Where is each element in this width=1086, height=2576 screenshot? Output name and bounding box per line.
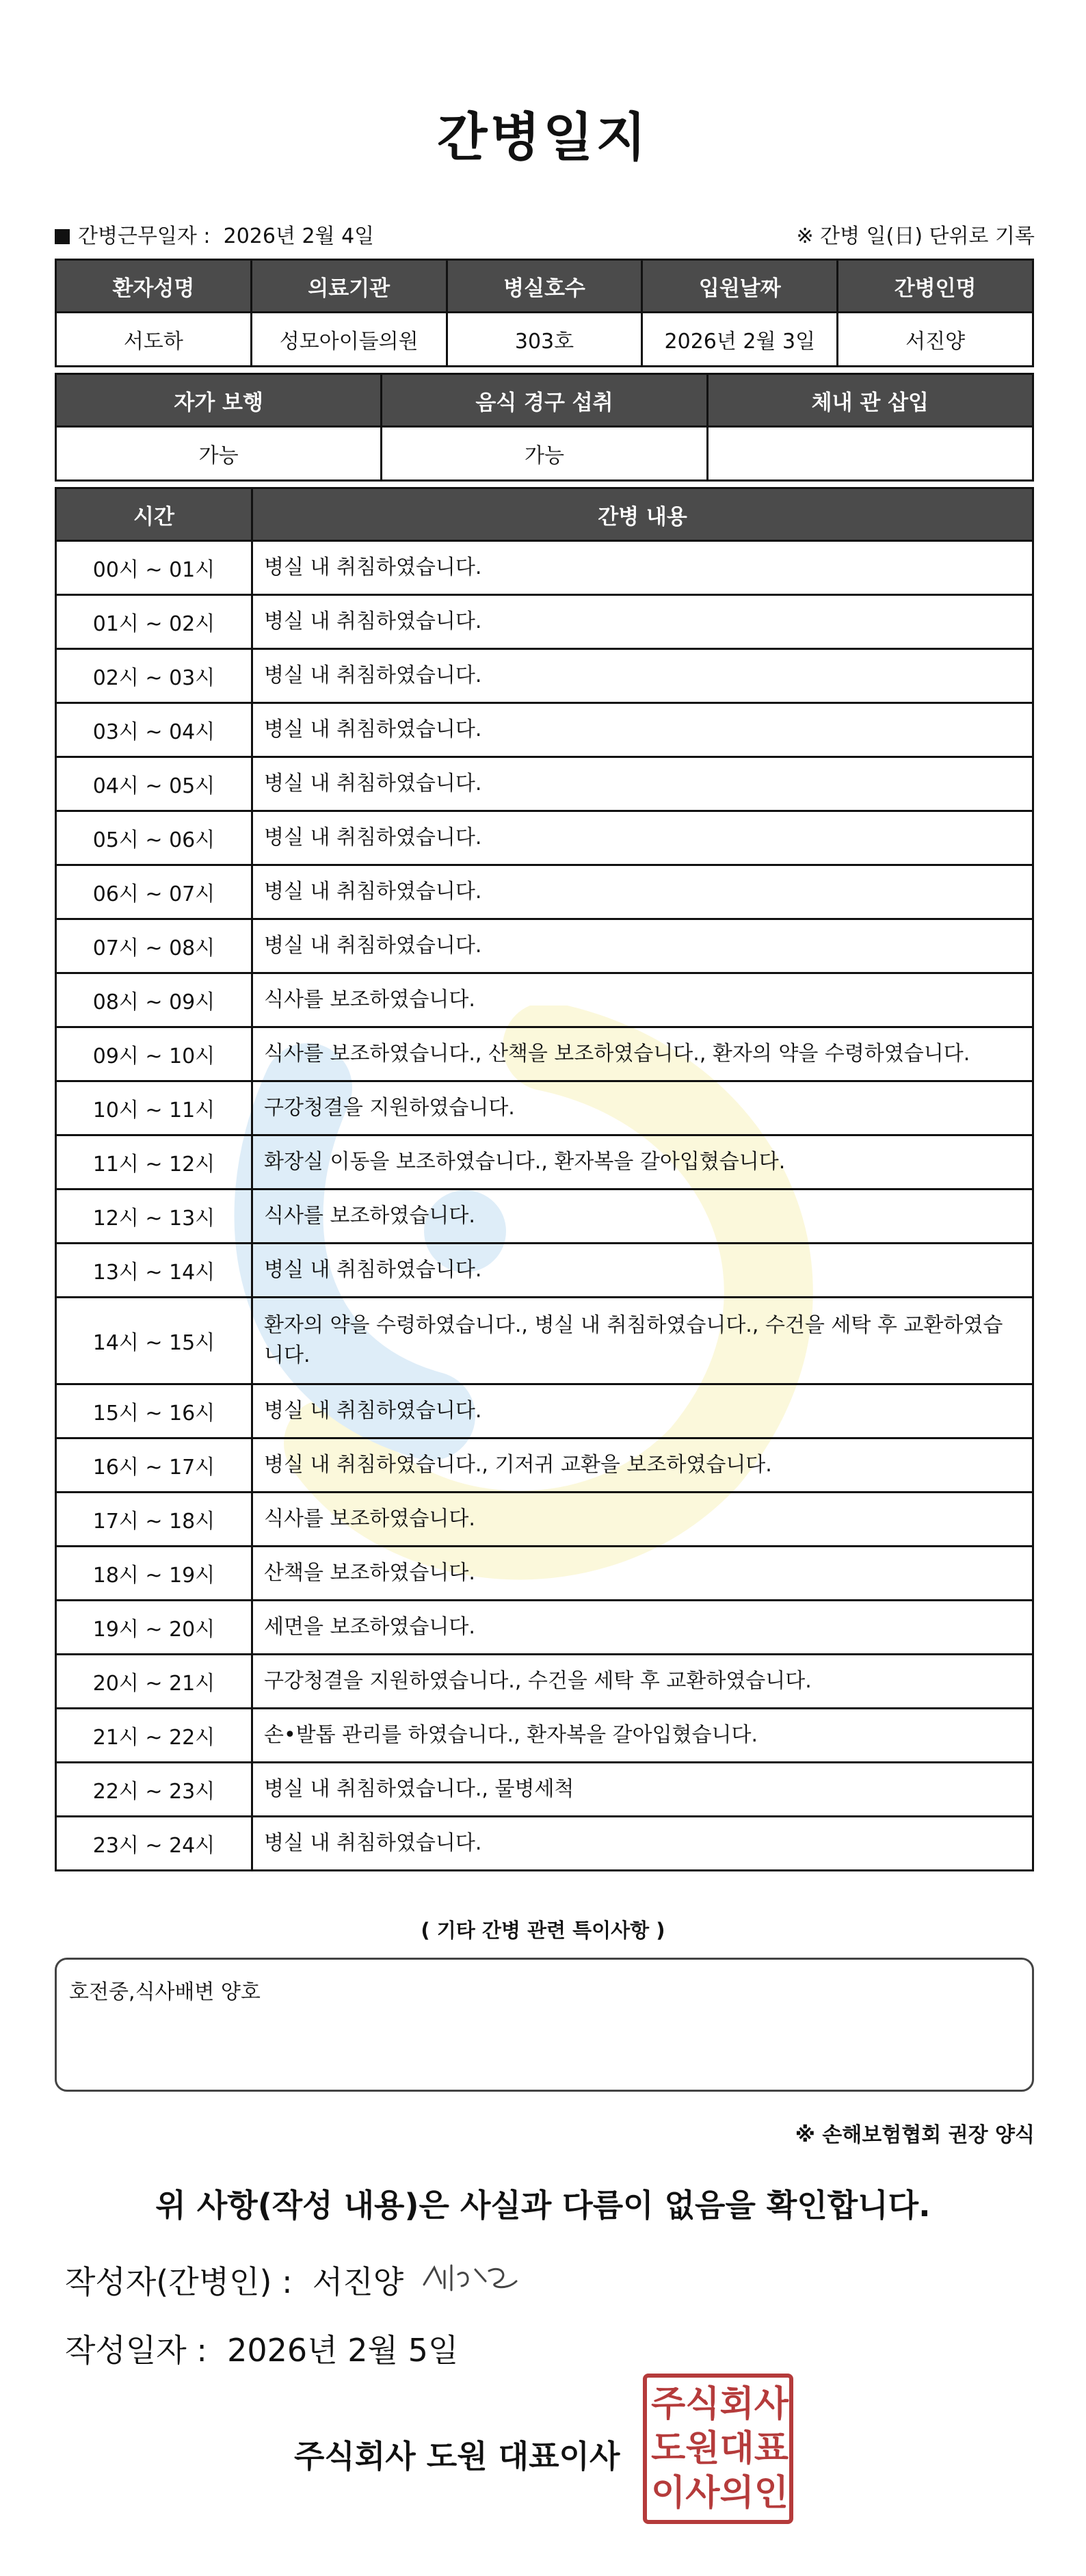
patient-status-table — [55, 373, 1034, 482]
seal-char: 식 — [685, 2383, 720, 2425]
log-content: 구강청결을 지원하였습니다. — [252, 1081, 1033, 1135]
log-content: 병실 내 취침하였습니다. — [252, 703, 1033, 757]
log-time: 21시 ~ 22시 — [56, 1709, 252, 1763]
log-content: 병실 내 취침하였습니다., 물병세척 — [252, 1763, 1033, 1817]
company-representative: 주식회사 도원 대표이사 — [294, 2438, 620, 2475]
tube-status — [707, 427, 1033, 481]
log-time: 15시 ~ 16시 — [56, 1384, 252, 1438]
log-time: 17시 ~ 18시 — [56, 1493, 252, 1547]
log-row — [56, 703, 1033, 757]
log-time: 01시 ~ 02시 — [56, 595, 252, 649]
remarks-title: ( 기타 간병 관련 특이사항 ) — [421, 1919, 665, 1942]
log-row — [56, 1709, 1033, 1763]
log-row — [56, 757, 1033, 811]
log-row — [56, 1763, 1033, 1817]
log-time: 11시 ~ 12시 — [56, 1135, 252, 1190]
seal-char: 대 — [719, 2428, 754, 2469]
log-row — [56, 1384, 1033, 1438]
seal-char: 이 — [651, 2473, 686, 2514]
log-row — [56, 541, 1033, 595]
log-time: 10시 ~ 11시 — [56, 1081, 252, 1135]
log-row — [56, 1655, 1033, 1709]
seal-char: 의 — [719, 2473, 754, 2514]
work-date-label: 간병근무일자 : — [78, 224, 211, 248]
log-content: 산책을 보조하였습니다. — [252, 1547, 1033, 1601]
log-content: 구강청결을 지원하였습니다., 수건을 세탁 후 교환하였습니다. — [252, 1655, 1033, 1709]
log-row — [56, 811, 1033, 865]
log-content: 병실 내 취침하였습니다. — [252, 865, 1033, 919]
log-time: 00시 ~ 01시 — [56, 541, 252, 595]
log-content: 식사를 보조하였습니다. — [252, 1190, 1033, 1244]
recommend-note: ※ 손해보험협회 권장 양식 — [795, 2123, 1035, 2147]
log-time: 03시 ~ 04시 — [56, 703, 252, 757]
log-time: 14시 ~ 15시 — [56, 1298, 252, 1384]
log-time: 09시 ~ 10시 — [56, 1027, 252, 1081]
log-content: 병실 내 취침하였습니다. — [252, 1384, 1033, 1438]
header-caregiver: 간병인명 — [838, 260, 1033, 313]
log-time: 20시 ~ 21시 — [56, 1655, 252, 1709]
log-time: 19시 ~ 20시 — [56, 1601, 252, 1655]
log-row — [56, 1135, 1033, 1190]
log-content: 병실 내 취침하였습니다. — [252, 757, 1033, 811]
header-room: 병실호수 — [447, 260, 642, 313]
log-row — [56, 1298, 1033, 1384]
log-row — [56, 919, 1033, 973]
log-row — [56, 973, 1033, 1027]
square-bullet-icon — [55, 229, 70, 244]
log-content: 병실 내 취침하였습니다., 기저귀 교환을 보조하였습니다. — [252, 1438, 1033, 1493]
seal-char: 사 — [754, 2383, 789, 2425]
log-time: 07시 ~ 08시 — [56, 919, 252, 973]
log-time: 22시 ~ 23시 — [56, 1763, 252, 1817]
log-row — [56, 1493, 1033, 1547]
oral-intake-status: 가능 — [382, 427, 707, 481]
log-content: 식사를 보조하였습니다. — [252, 1493, 1033, 1547]
log-row — [56, 865, 1033, 919]
writer-line — [65, 2257, 403, 2302]
log-time: 05시 ~ 06시 — [56, 811, 252, 865]
seal-char: 회 — [719, 2383, 754, 2425]
writer-label: 작성자(간병인) : — [65, 2263, 293, 2300]
seal-char: 원 — [685, 2428, 720, 2469]
remarks-box — [55, 1958, 1034, 2092]
log-row — [56, 1601, 1033, 1655]
header-walking: 자가 보행 — [56, 374, 382, 427]
log-time: 13시 ~ 14시 — [56, 1244, 252, 1298]
log-time: 18시 ~ 19시 — [56, 1547, 252, 1601]
handwritten-signature — [421, 2257, 523, 2298]
log-content: 병실 내 취침하였습니다. — [252, 595, 1033, 649]
log-row — [56, 1027, 1033, 1081]
log-content: 병실 내 취침하였습니다. — [252, 1817, 1033, 1871]
write-date-label: 작성일자 : — [65, 2332, 207, 2369]
log-time: 16시 ~ 17시 — [56, 1438, 252, 1493]
header-oral-intake: 음식 경구 섭취 — [382, 374, 707, 427]
work-date — [55, 219, 374, 249]
log-content: 병실 내 취침하였습니다. — [252, 1244, 1033, 1298]
log-time: 23시 ~ 24시 — [56, 1817, 252, 1871]
log-time: 04시 ~ 05시 — [56, 757, 252, 811]
log-row — [56, 1081, 1033, 1135]
header-time: 시간 — [56, 488, 252, 541]
patient-name: 서도하 — [56, 313, 252, 367]
write-date-line — [65, 2326, 458, 2371]
unit-note: ※ 간병 일(日) 단위로 기록 — [796, 224, 1035, 248]
institution: 성모아이들의원 — [251, 313, 447, 367]
log-content: 식사를 보조하였습니다., 산책을 보조하였습니다., 환자의 약을 수령하였습니다. — [252, 1027, 1033, 1081]
log-row — [56, 1190, 1033, 1244]
patient-info-table — [55, 259, 1034, 367]
log-row — [56, 649, 1033, 703]
seal-char: 사 — [685, 2473, 720, 2514]
write-date-value: 2026년 2월 5일 — [227, 2332, 459, 2369]
log-row — [56, 1244, 1033, 1298]
company-seal — [643, 2374, 793, 2524]
log-content: 세면을 보조하였습니다. — [252, 1601, 1033, 1655]
log-row — [56, 1438, 1033, 1493]
care-log-table — [55, 487, 1034, 1871]
log-row — [56, 1547, 1033, 1601]
header-admission-date: 입원날짜 — [642, 260, 838, 313]
log-content: 병실 내 취침하였습니다. — [252, 919, 1033, 973]
header-patient-name: 환자성명 — [56, 260, 252, 313]
log-content: 병실 내 취침하였습니다. — [252, 541, 1033, 595]
log-row — [56, 595, 1033, 649]
log-content: 환자의 약을 수령하였습니다., 병실 내 취침하였습니다., 수건을 세탁 후 교환하였습니다. — [252, 1298, 1033, 1384]
seal-char: 인 — [754, 2473, 789, 2514]
document-title: 간병일지 — [437, 107, 649, 168]
header-tube: 체내 관 삽입 — [707, 374, 1033, 427]
log-content: 손•발톱 관리를 하였습니다., 환자복을 갈아입혔습니다. — [252, 1709, 1033, 1763]
remarks-text: 호전중,식사배변 양호 — [69, 1980, 261, 2004]
seal-char: 주 — [651, 2383, 686, 2425]
admission-date: 2026년 2월 3일 — [642, 313, 838, 367]
work-date-value: 2026년 2월 4일 — [223, 224, 375, 248]
log-content: 병실 내 취침하였습니다. — [252, 649, 1033, 703]
header-care-content: 간병 내용 — [252, 488, 1033, 541]
room-number: 303호 — [447, 313, 642, 367]
log-row — [56, 1817, 1033, 1871]
log-content: 병실 내 취침하였습니다. — [252, 811, 1033, 865]
writer-name: 서진양 — [312, 2263, 404, 2300]
log-time: 12시 ~ 13시 — [56, 1190, 252, 1244]
seal-char: 표 — [754, 2428, 789, 2469]
log-content: 화장실 이동을 보조하였습니다., 환자복을 갈아입혔습니다. — [252, 1135, 1033, 1190]
seal-char: 도 — [651, 2428, 686, 2469]
header-institution: 의료기관 — [251, 260, 447, 313]
confirmation-statement: 위 사항(작성 내용)은 사실과 다름이 없음을 확인합니다. — [155, 2187, 931, 2224]
caregiver-name: 서진양 — [838, 313, 1033, 367]
log-time: 06시 ~ 07시 — [56, 865, 252, 919]
log-time: 02시 ~ 03시 — [56, 649, 252, 703]
log-time: 08시 ~ 09시 — [56, 973, 252, 1027]
log-content: 식사를 보조하였습니다. — [252, 973, 1033, 1027]
walking-status: 가능 — [56, 427, 382, 481]
